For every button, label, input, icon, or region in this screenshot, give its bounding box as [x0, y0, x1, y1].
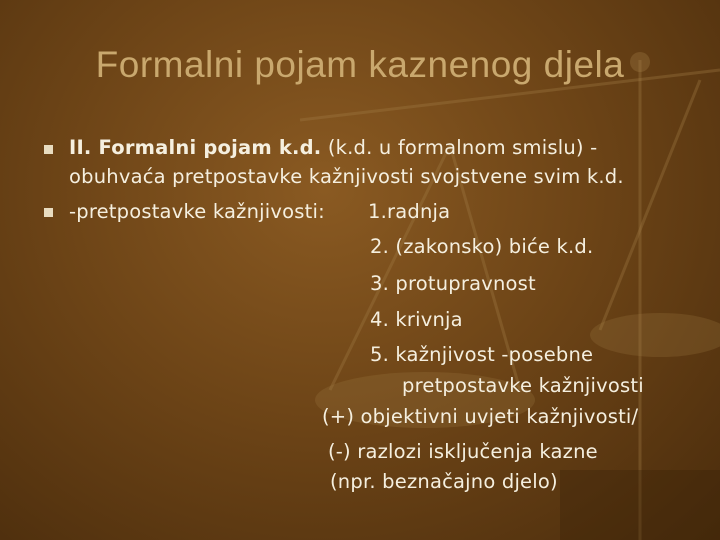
bullet2-item: (-) razlozi isključenja kazne	[328, 440, 598, 463]
bullet1-bold: II. Formalni pojam k.d.	[69, 136, 322, 159]
bullet2-item: pretpostavke kažnjivosti	[402, 374, 644, 397]
bullet1-rest: (k.d. u formalnom smislu) -	[321, 136, 598, 159]
bullet-marker	[44, 145, 53, 154]
bullet2-item: 5. kažnjivost -posebne	[370, 343, 594, 366]
bullet2-item: 1.radnja	[368, 200, 451, 223]
bullet1-line1	[69, 136, 597, 159]
bullet2-item: 4. krivnja	[370, 308, 463, 331]
bullet1-line2: obuhvaća pretpostavke kažnjivosti svojstvene svim k.d.	[69, 165, 624, 188]
page-title: Formalni pojam kaznenog djela	[95, 44, 625, 85]
bullet2-item: 2. (zakonsko) biće k.d.	[370, 235, 594, 258]
bullet2-item: (+) objektivni uvjeti kažnjivosti/	[322, 405, 639, 428]
bullet2-item: (npr. beznačajno djelo)	[330, 470, 558, 493]
bullet2-prefix: -pretpostavke kažnjivosti:	[69, 200, 325, 223]
bullet-marker	[44, 208, 53, 217]
bullet2-item: 3. protupravnost	[370, 272, 536, 295]
